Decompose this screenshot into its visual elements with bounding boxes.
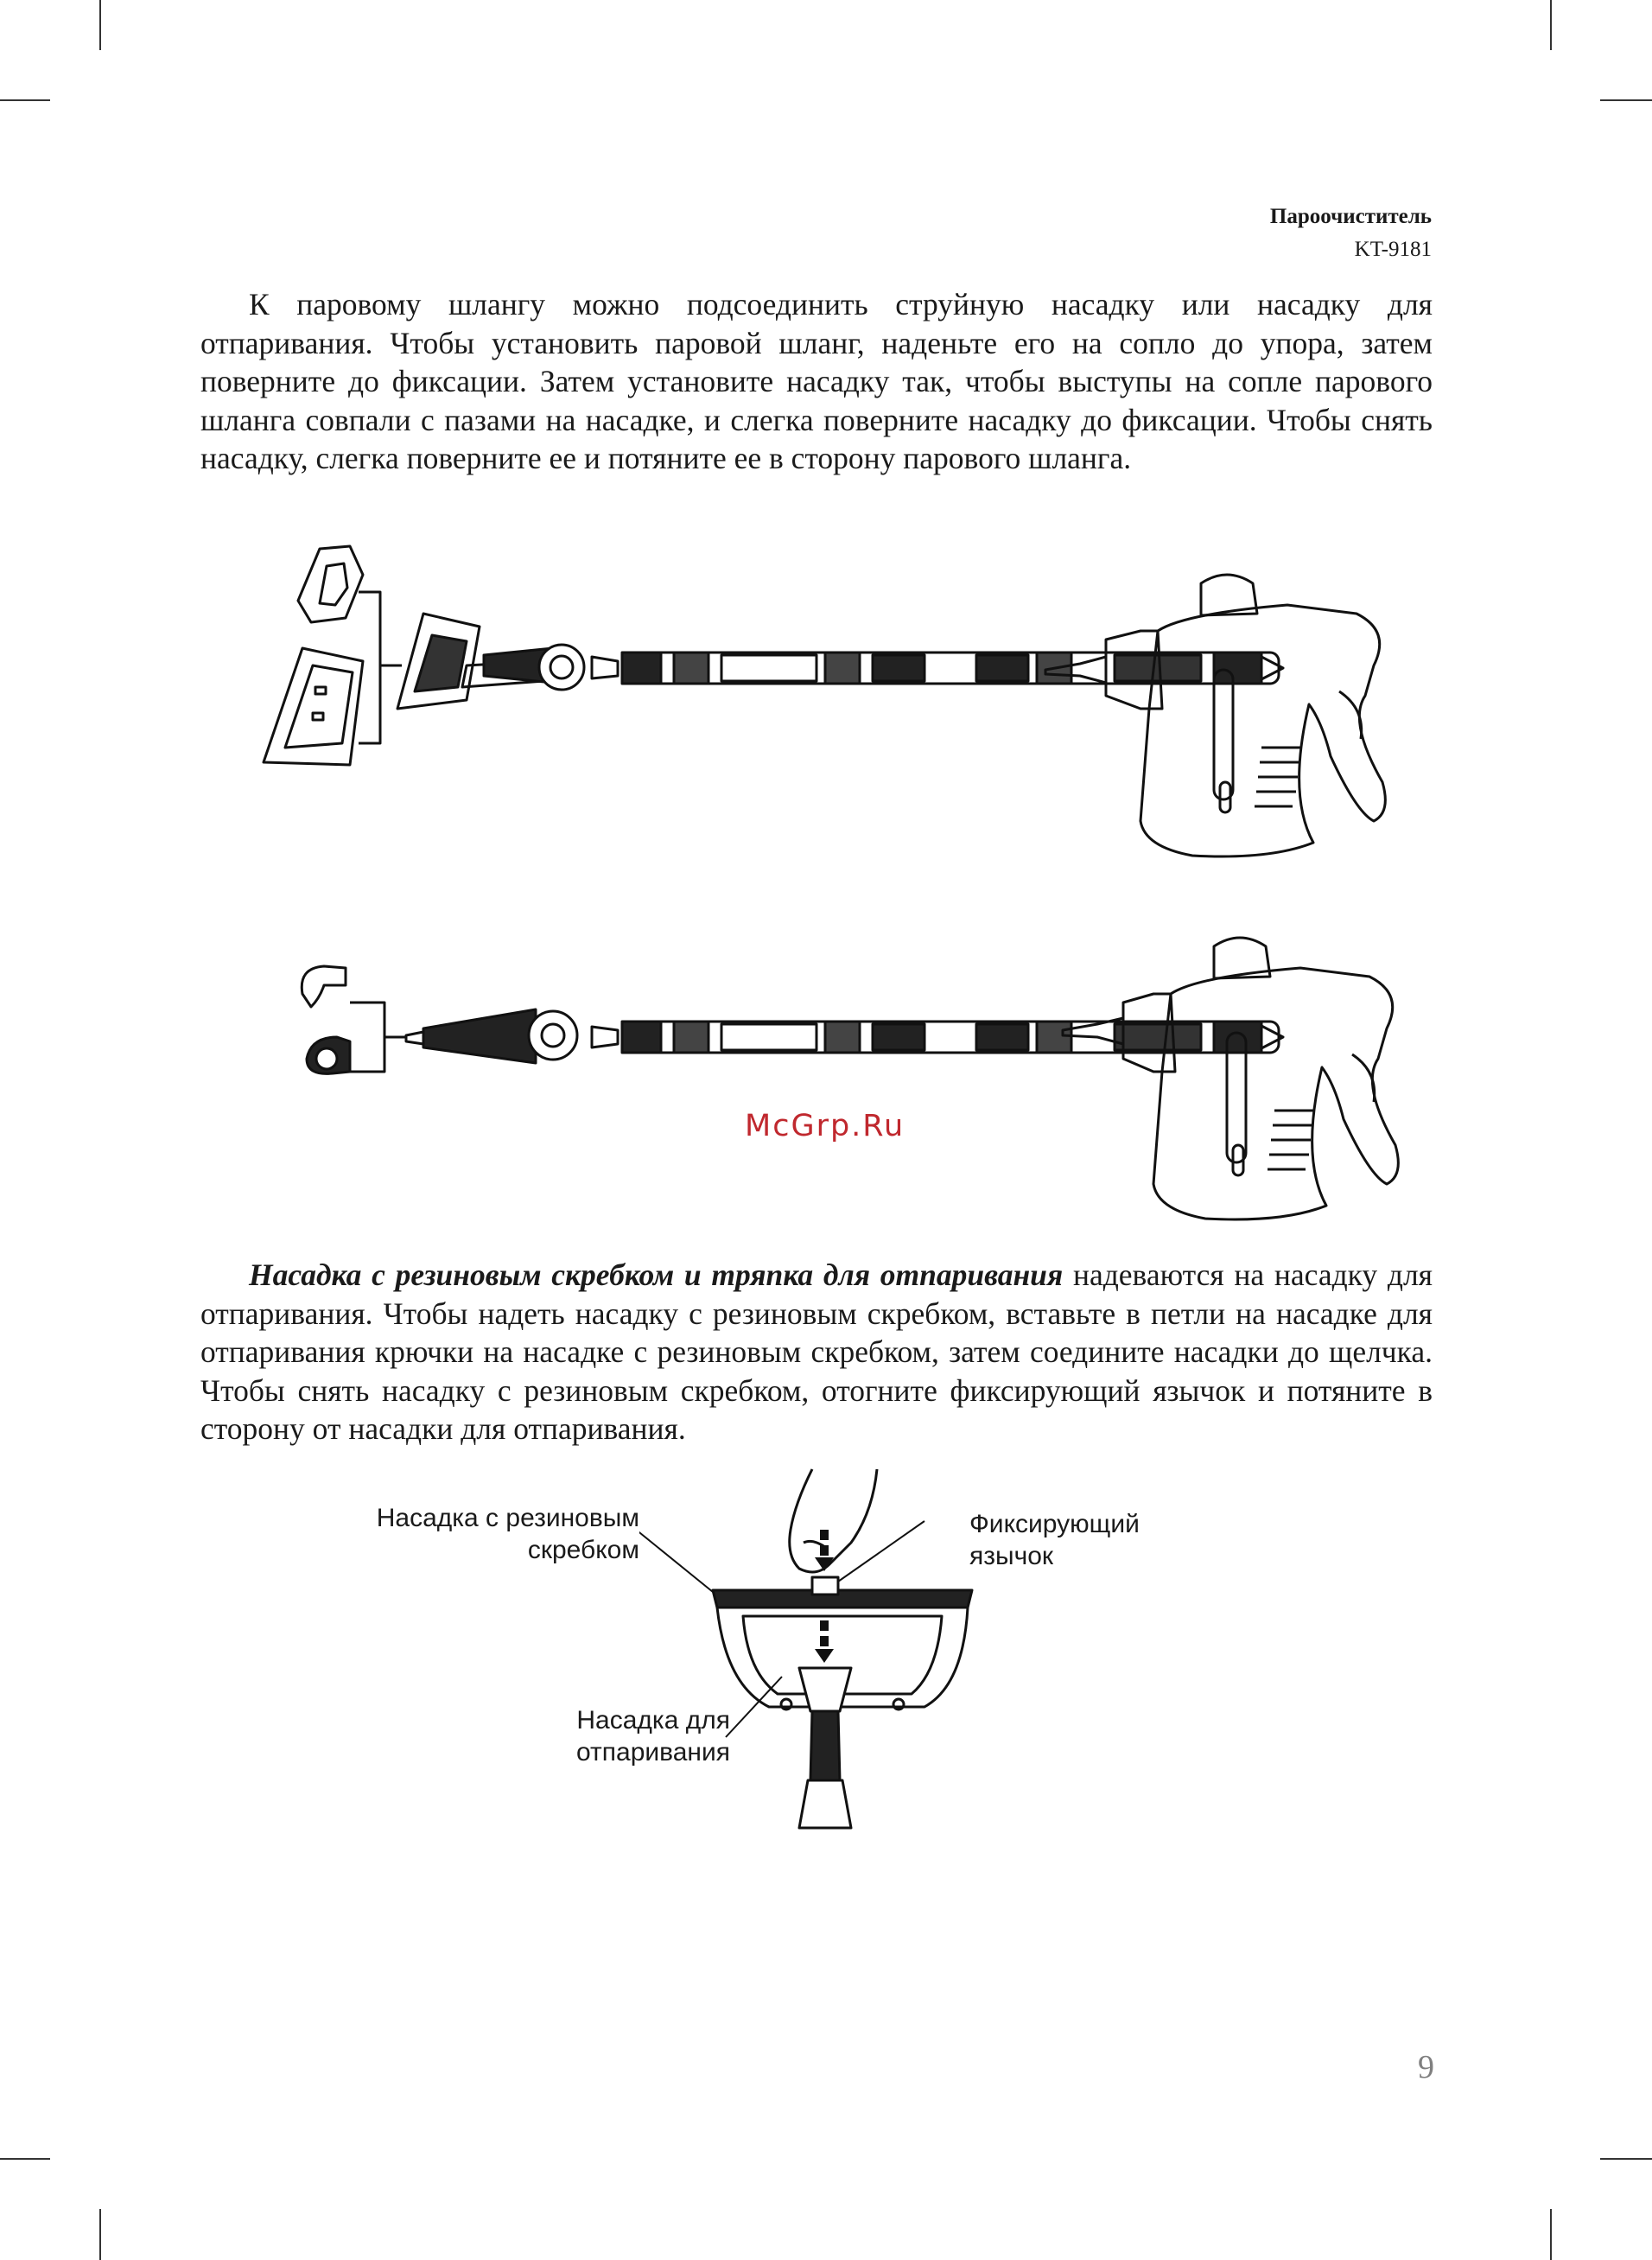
running-header (1270, 201, 1432, 266)
label-locking-tab (969, 1508, 1140, 1572)
crop-mark (1550, 0, 1552, 50)
steamer-body-icon (1063, 938, 1398, 1219)
crop-mark (1550, 2209, 1552, 2260)
paragraph-emphasis: Насадка с резиновым скребком и тряпка для отпаривания (249, 1257, 1064, 1292)
figure-scraper-attachment-detail (639, 1461, 1002, 1841)
arrow-down-icon (815, 1530, 834, 1571)
watermark: McGrp.Ru (745, 1109, 905, 1143)
label-line: Насадка для (576, 1706, 730, 1735)
product-model: KT-9181 (1354, 238, 1432, 261)
crop-mark (99, 0, 101, 50)
label-line: скребком (527, 1536, 639, 1564)
steamer-body-icon (1045, 575, 1385, 856)
crop-mark (99, 2209, 101, 2260)
label-scraper-attachment (354, 1502, 639, 1566)
hand-icon (790, 1469, 877, 1572)
label-line: отпаривания (576, 1738, 730, 1767)
crop-mark (1600, 2158, 1652, 2160)
crop-mark (0, 99, 50, 101)
figure-steam-attachment-assembly (251, 536, 1408, 864)
label-line: Фиксирующий (969, 1510, 1140, 1538)
label-line: Насадка с резиновым (376, 1504, 639, 1532)
page-number: 9 (1418, 2049, 1434, 2085)
arrow-down-icon (815, 1620, 834, 1663)
hose-icon (592, 653, 1283, 684)
label-line: язычок (969, 1542, 1054, 1570)
scraper-attachment-icon (264, 648, 363, 765)
paragraph-scraper-attachment (200, 1256, 1433, 1448)
cloth-attachment-icon (298, 546, 363, 622)
figure-jet-nozzle-assembly (285, 925, 1426, 1227)
hose-icon (592, 1022, 1283, 1053)
crop-mark (1600, 99, 1652, 101)
paragraph-hose-attachment: К паровому шлангу можно подсоединить струйную насадку или насадку для отпаривания. Чтобы установить паровой шланг, наденьте его на сопло до упора, затем поверните до фиксации. Затем установите насадку так, чтобы выступы на сопле парового шланга совпали с пазами на насадке, и слегка поверните насадку до фиксации. Чтобы снять насадку, слегка поверните ее и потяните ее в сторону парового шланга. (200, 287, 1433, 475)
product-title: Пароочиститель (1269, 205, 1432, 228)
steam-attachment-neck-icon (799, 1668, 851, 1828)
paragraph-text: надеваются на насадку для отпаривания. Чтобы надеть насадку с резиновым скребком, вставьте в петли на насадке для отпаривания крючки на насадке с резиновым скребком, затем соедините насадки до щелчка. Чтобы снять насадку с резиновым скребком, отогните фиксирующий язычок и потяните в сторону от насадки для отпаривания. (200, 1257, 1433, 1446)
jet-nozzle-icon (406, 1009, 577, 1063)
crop-mark (0, 2158, 50, 2160)
label-steam-attachment (518, 1704, 730, 1768)
curved-nozzle-icon (302, 966, 350, 1073)
